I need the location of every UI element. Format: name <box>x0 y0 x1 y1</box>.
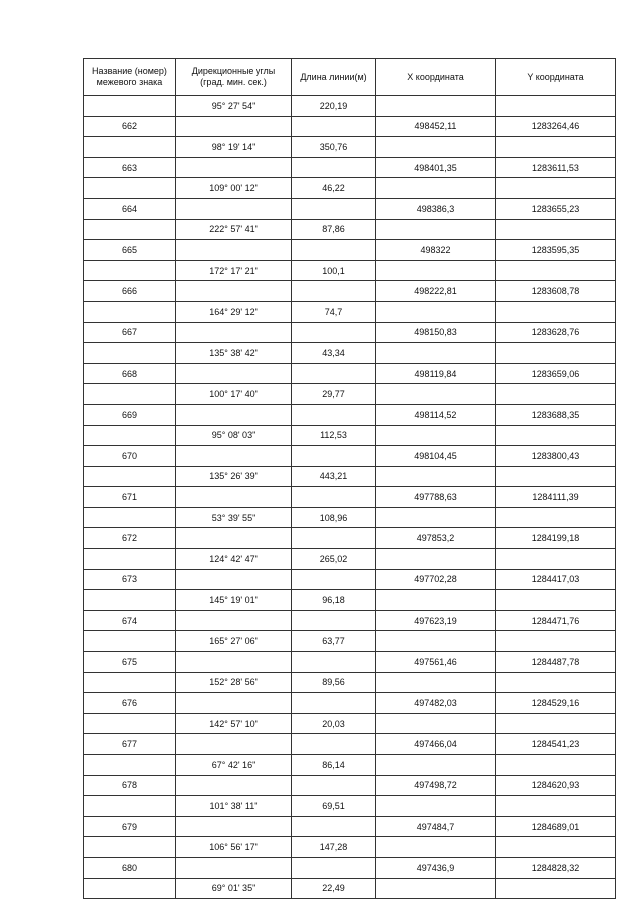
cell-y: 1284541,23 <box>496 734 616 755</box>
cell-angle <box>176 322 292 343</box>
cell-length: 22,49 <box>292 878 376 899</box>
cell-length: 86,14 <box>292 755 376 776</box>
cell-name <box>84 178 176 199</box>
table-row <box>84 507 616 528</box>
cell-x <box>376 301 496 322</box>
cell-length: 46,22 <box>292 178 376 199</box>
cell-name <box>84 466 176 487</box>
table-row <box>84 363 616 384</box>
cell-name: 667 <box>84 322 176 343</box>
header-x: X координата <box>376 59 496 96</box>
cell-y <box>496 713 616 734</box>
cell-length <box>292 281 376 302</box>
cell-x <box>376 137 496 158</box>
cell-y: 1284529,16 <box>496 693 616 714</box>
cell-x: 498452,11 <box>376 116 496 137</box>
table-row <box>84 281 616 302</box>
cell-name: 666 <box>84 281 176 302</box>
cell-angle: 124° 42' 47" <box>176 549 292 570</box>
cell-length <box>292 734 376 755</box>
cell-angle: 145° 19' 01" <box>176 590 292 611</box>
cell-x: 497853,2 <box>376 528 496 549</box>
cell-x <box>376 796 496 817</box>
cell-angle <box>176 404 292 425</box>
cell-y: 1283595,35 <box>496 240 616 261</box>
cell-length <box>292 775 376 796</box>
cell-y: 1284471,76 <box>496 610 616 631</box>
cell-length <box>292 446 376 467</box>
cell-name <box>84 384 176 405</box>
table-row <box>84 322 616 343</box>
cell-x <box>376 837 496 858</box>
cell-angle: 69° 01' 35" <box>176 878 292 899</box>
cell-name <box>84 301 176 322</box>
cell-length: 350,76 <box>292 137 376 158</box>
cell-name <box>84 137 176 158</box>
cell-length: 63,77 <box>292 631 376 652</box>
cell-y: 1283800,43 <box>496 446 616 467</box>
cell-x <box>376 878 496 899</box>
cell-x <box>376 343 496 364</box>
cell-length <box>292 569 376 590</box>
cell-x: 497561,46 <box>376 652 496 673</box>
cell-x: 498386,3 <box>376 198 496 219</box>
cell-x <box>376 425 496 446</box>
cell-name: 665 <box>84 240 176 261</box>
cell-name <box>84 713 176 734</box>
cell-name <box>84 672 176 693</box>
cell-x: 498322 <box>376 240 496 261</box>
table-row <box>84 528 616 549</box>
cell-name: 662 <box>84 116 176 137</box>
cell-name: 668 <box>84 363 176 384</box>
cell-y: 1284199,18 <box>496 528 616 549</box>
cell-y <box>496 178 616 199</box>
cell-y <box>496 343 616 364</box>
cell-name <box>84 590 176 611</box>
cell-length <box>292 652 376 673</box>
table-row <box>84 796 616 817</box>
cell-y <box>496 631 616 652</box>
cell-angle <box>176 240 292 261</box>
cell-angle: 53° 39' 55" <box>176 507 292 528</box>
cell-x: 497484,7 <box>376 816 496 837</box>
table-row <box>84 446 616 467</box>
cell-y <box>496 590 616 611</box>
cell-name: 674 <box>84 610 176 631</box>
cell-x <box>376 260 496 281</box>
cell-y: 1283688,35 <box>496 404 616 425</box>
table-row <box>84 116 616 137</box>
cell-name <box>84 796 176 817</box>
cell-y <box>496 137 616 158</box>
table-row <box>84 549 616 570</box>
cell-length <box>292 610 376 631</box>
table-row <box>84 96 616 117</box>
cell-name <box>84 343 176 364</box>
cell-name <box>84 260 176 281</box>
cell-length: 43,34 <box>292 343 376 364</box>
cell-x <box>376 755 496 776</box>
cell-length <box>292 857 376 878</box>
cell-length: 147,28 <box>292 837 376 858</box>
cell-angle <box>176 281 292 302</box>
cell-y: 1284111,39 <box>496 487 616 508</box>
cell-angle <box>176 652 292 673</box>
cell-length <box>292 487 376 508</box>
cell-x: 498114,52 <box>376 404 496 425</box>
table-row <box>84 137 616 158</box>
cell-x <box>376 219 496 240</box>
cell-length: 96,18 <box>292 590 376 611</box>
cell-name <box>84 96 176 117</box>
table-row <box>84 816 616 837</box>
cell-length: 87,86 <box>292 219 376 240</box>
cell-y <box>496 260 616 281</box>
table-row <box>84 837 616 858</box>
table-row <box>84 404 616 425</box>
cell-x: 497788,63 <box>376 487 496 508</box>
cell-y <box>496 466 616 487</box>
table-row <box>84 713 616 734</box>
header-name: Название (номер) межевого знака <box>84 59 176 96</box>
cell-y: 1284487,78 <box>496 652 616 673</box>
cell-angle: 135° 26' 39" <box>176 466 292 487</box>
cell-length <box>292 322 376 343</box>
cell-x <box>376 631 496 652</box>
table-row <box>84 693 616 714</box>
cell-angle: 95° 27' 54" <box>176 96 292 117</box>
cell-name <box>84 425 176 446</box>
cell-x: 497482,03 <box>376 693 496 714</box>
cell-y <box>496 507 616 528</box>
cell-y: 1283659,06 <box>496 363 616 384</box>
cell-length: 29,77 <box>292 384 376 405</box>
cell-angle <box>176 363 292 384</box>
table-row <box>84 487 616 508</box>
cell-angle <box>176 734 292 755</box>
cell-x: 497623,19 <box>376 610 496 631</box>
cell-name: 677 <box>84 734 176 755</box>
table-row <box>84 466 616 487</box>
cell-name <box>84 878 176 899</box>
table-row <box>84 198 616 219</box>
table-row <box>84 652 616 673</box>
cell-name: 680 <box>84 857 176 878</box>
table-row <box>84 590 616 611</box>
cell-y <box>496 549 616 570</box>
cell-x: 498104,45 <box>376 446 496 467</box>
table-body <box>84 96 616 899</box>
cell-length: 443,21 <box>292 466 376 487</box>
cell-length <box>292 693 376 714</box>
cell-name: 673 <box>84 569 176 590</box>
cell-angle <box>176 116 292 137</box>
cell-length: 74,7 <box>292 301 376 322</box>
cell-y: 1284417,03 <box>496 569 616 590</box>
header-length: Длина линии(м) <box>292 59 376 96</box>
table-row <box>84 610 616 631</box>
cell-y <box>496 878 616 899</box>
table-row <box>84 569 616 590</box>
table-row <box>84 219 616 240</box>
cell-name: 670 <box>84 446 176 467</box>
cell-angle <box>176 857 292 878</box>
table-row <box>84 631 616 652</box>
cell-length <box>292 404 376 425</box>
cell-angle <box>176 157 292 178</box>
cell-x: 498401,35 <box>376 157 496 178</box>
cell-length: 69,51 <box>292 796 376 817</box>
cell-angle: 222° 57' 41" <box>176 219 292 240</box>
cell-length <box>292 157 376 178</box>
table-row <box>84 240 616 261</box>
cell-angle <box>176 528 292 549</box>
cell-angle: 152° 28' 56" <box>176 672 292 693</box>
cell-length: 108,96 <box>292 507 376 528</box>
cell-name: 672 <box>84 528 176 549</box>
table-header-row <box>84 59 616 96</box>
cell-angle <box>176 693 292 714</box>
cell-y: 1284828,32 <box>496 857 616 878</box>
cell-length <box>292 363 376 384</box>
cell-y: 1283264,46 <box>496 116 616 137</box>
cell-y <box>496 425 616 446</box>
cell-x <box>376 96 496 117</box>
cell-y <box>496 672 616 693</box>
cell-angle <box>176 569 292 590</box>
cell-angle: 172° 17' 21" <box>176 260 292 281</box>
table-row <box>84 425 616 446</box>
cell-name <box>84 219 176 240</box>
header-y: Y координата <box>496 59 616 96</box>
cell-length: 220,19 <box>292 96 376 117</box>
header-angle: Дирекционные углы (град. мин. сек.) <box>176 59 292 96</box>
cell-angle: 165° 27' 06" <box>176 631 292 652</box>
cell-x <box>376 507 496 528</box>
cell-y <box>496 96 616 117</box>
table-row <box>84 734 616 755</box>
cell-angle <box>176 610 292 631</box>
cell-y: 1283608,78 <box>496 281 616 302</box>
cell-angle: 164° 29' 12" <box>176 301 292 322</box>
cell-name <box>84 755 176 776</box>
table-row <box>84 755 616 776</box>
cell-length: 265,02 <box>292 549 376 570</box>
cell-x: 497466,04 <box>376 734 496 755</box>
cell-name: 663 <box>84 157 176 178</box>
cell-y <box>496 755 616 776</box>
cell-y: 1284620,93 <box>496 775 616 796</box>
cell-name: 664 <box>84 198 176 219</box>
cell-name <box>84 507 176 528</box>
cell-length <box>292 816 376 837</box>
table-row <box>84 672 616 693</box>
cell-length <box>292 116 376 137</box>
cell-angle: 109° 00' 12" <box>176 178 292 199</box>
cell-y <box>496 301 616 322</box>
cell-name <box>84 631 176 652</box>
boundary-coordinates-table <box>83 58 616 899</box>
cell-angle: 142° 57' 10" <box>176 713 292 734</box>
cell-y: 1283655,23 <box>496 198 616 219</box>
cell-x <box>376 713 496 734</box>
cell-angle: 101° 38' 11" <box>176 796 292 817</box>
cell-name <box>84 549 176 570</box>
cell-length: 20,03 <box>292 713 376 734</box>
cell-angle <box>176 446 292 467</box>
cell-x <box>376 466 496 487</box>
cell-x: 497702,28 <box>376 569 496 590</box>
cell-length <box>292 240 376 261</box>
cell-y: 1283611,53 <box>496 157 616 178</box>
table-row <box>84 775 616 796</box>
cell-x <box>376 590 496 611</box>
cell-name: 675 <box>84 652 176 673</box>
cell-x <box>376 178 496 199</box>
cell-x: 497436,9 <box>376 857 496 878</box>
cell-name: 679 <box>84 816 176 837</box>
table-row <box>84 301 616 322</box>
cell-y <box>496 796 616 817</box>
cell-y <box>496 384 616 405</box>
cell-angle <box>176 487 292 508</box>
cell-angle: 98° 19' 14" <box>176 137 292 158</box>
table-row <box>84 857 616 878</box>
cell-angle: 100° 17' 40" <box>176 384 292 405</box>
cell-name: 678 <box>84 775 176 796</box>
cell-name: 671 <box>84 487 176 508</box>
cell-angle: 106° 56' 17" <box>176 837 292 858</box>
cell-length: 112,53 <box>292 425 376 446</box>
table-row <box>84 178 616 199</box>
cell-length <box>292 198 376 219</box>
cell-length <box>292 528 376 549</box>
cell-x <box>376 384 496 405</box>
cell-angle: 135° 38' 42" <box>176 343 292 364</box>
cell-x: 498119,84 <box>376 363 496 384</box>
cell-name: 669 <box>84 404 176 425</box>
table-row <box>84 384 616 405</box>
cell-y: 1284689,01 <box>496 816 616 837</box>
cell-x: 498222,81 <box>376 281 496 302</box>
cell-y <box>496 837 616 858</box>
cell-length: 100,1 <box>292 260 376 281</box>
cell-x: 498150,83 <box>376 322 496 343</box>
cell-x: 497498,72 <box>376 775 496 796</box>
cell-angle: 95° 08' 03" <box>176 425 292 446</box>
cell-y: 1283628,76 <box>496 322 616 343</box>
table-row <box>84 260 616 281</box>
table-row <box>84 878 616 899</box>
cell-x <box>376 672 496 693</box>
cell-name: 676 <box>84 693 176 714</box>
table-row <box>84 343 616 364</box>
cell-angle <box>176 198 292 219</box>
cell-length: 89,56 <box>292 672 376 693</box>
cell-angle <box>176 775 292 796</box>
cell-angle: 67° 42' 16" <box>176 755 292 776</box>
table-row <box>84 157 616 178</box>
cell-y <box>496 219 616 240</box>
cell-name <box>84 837 176 858</box>
cell-x <box>376 549 496 570</box>
cell-angle <box>176 816 292 837</box>
